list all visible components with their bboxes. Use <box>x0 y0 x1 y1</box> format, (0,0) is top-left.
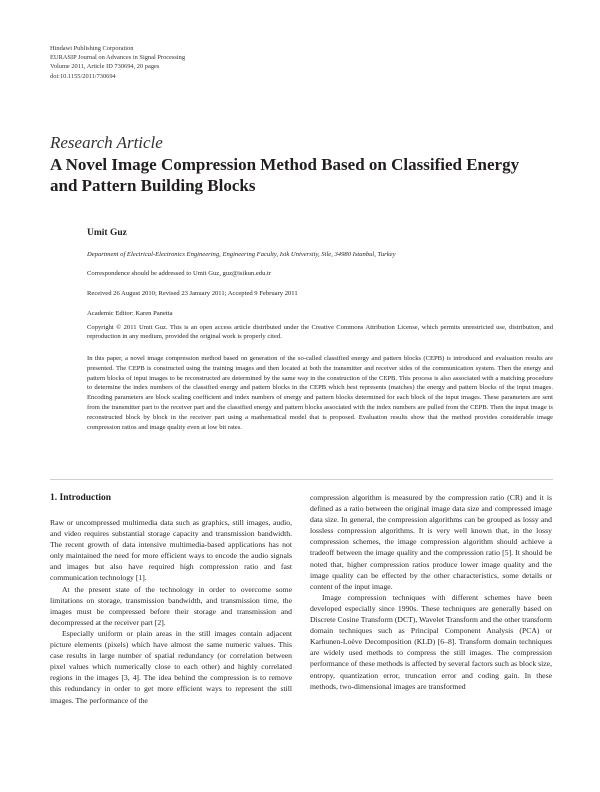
academic-editor: Academic Editor: Karen Panetta <box>87 310 173 317</box>
volume-line: Volume 2011, Article ID 730694, 20 pages <box>50 63 160 71</box>
journal-header <box>50 44 185 81</box>
journal-line: EURASIP Journal on Advances in Signal Processing <box>50 54 186 62</box>
section-divider <box>50 479 553 480</box>
paragraph: Raw or uncompressed multimedia data such as graphics, still images, audio, and video requires substantial storage capacity and transmission bandwidth. The recent growth of data intensive multimedia-based applications has not only maintained the need for more efficient ways to encode the audio signals and images but also have required high compression ratio and fast communication technology [1]. <box>50 518 292 583</box>
paragraph: At the present state of the technology in order to overcome some limitations on storage, transmission bandwidth, and transmission time, the images must be compressed before their storage and transmission and decompressed at the receiver part [2]. <box>50 584 292 627</box>
section-heading-introduction: 1. Introduction <box>50 493 112 503</box>
paragraph: compression algorithm is measured by the compression ratio (CR) and it is defined as a ratio between the original image data size and compressed image data size. In general, the compression algorithms can be grouped as lossy and lossless compression algorithms. It is very well known that, in the lossy compression schemes, the image compression algorithm should achieve a tradeoff between the image quality and the compression ratio [5]. It should be noted that, higher compression ratios produce lower image quality and the image quality can be effected by the other characteristics, some details or content of the input image. <box>310 493 552 591</box>
author-name: Umit Guz <box>87 228 127 238</box>
right-column <box>310 492 552 692</box>
dates-line: Received 26 August 2010; Revised 23 January 2011; Accepted 9 February 2011 <box>87 290 298 297</box>
affiliation: Department of Electrical-Electronics Engineering, Engineering Faculty, Isik University, Sile, 34980 Istanbul, Turkey <box>87 251 396 258</box>
left-column <box>50 492 292 706</box>
doi-line: doi:10.1155/2011/730694 <box>50 72 116 80</box>
paragraph: Image compression techniques with different schemes have been developed especially since 1990s. These techniques are generally based on Discrete Cosine Transform (DCT), Wavelet Transform and the other transform domain techniques such as Principal Component Analysis (PCA) or Karhunen-Loève Decomposition (KLD) [6–8]. Transform domain techniques are widely used methods to compress the still images. The compression performance of these methods is affected by several factors such as block size, entropy, quantization error, truncation error and coding gain. In these methods, two-dimensional images are transformed <box>310 592 552 691</box>
publisher-line: Hindawi Publishing Corporation <box>50 45 134 52</box>
paragraph: Especially uniform or plain areas in the still images contain adjacent picture elements (pixels) which have almost the same numeric values. This case results in large number of spatial redundancy (or correlation between pixel values which numerically close to each other) and highly correlated regions in the images [3, 4]. The idea behind the compression is to remove this redundancy in order to get more efficient ways to represent the still images. The performance of the <box>50 628 292 705</box>
paper-title: A Novel Image Compression Method Based on Classified Energy and Pattern Building Blocks <box>50 155 520 195</box>
copyright-notice: Copyright © 2011 Umit Guz. This is an open access article distributed under the Creative Commons Attribution License, which permits unrestricted use, distribution, and reproduction in any medium, provided the original work is properly cited. <box>87 324 553 341</box>
article-type: Research Article <box>50 133 163 152</box>
abstract: In this paper, a novel image compression method based on generation of the so-called classified energy and pattern blocks (CEPB) is introduced and evaluation results are presented. The CEPB is constructed using the training images and then located at both the transmitter and receiver sides of the communication system. Then the energy and pattern blocks of input images to be reconstructed are determined by the same way in the construction of the CEPB. This process is also associated with a matching procedure to determine the index numbers of the classified energy and pattern blocks in the CEPB which best represents (matches) the energy and pattern blocks of the input images. Encoding parameters are block scaling coefficient and index numbers of energy and pattern blocks determined for each block of the input images. These parameters are sent from the transmitter part to the receiver part and the classified energy and pattern blocks associated with the index numbers are pulled from the CEPB. Then the input image is reconstructed block by block in the receiver part using a mathematical model that is proposed. Evaluation results show that the method provides considerable image compression ratios and image quality even at low bit rates. <box>87 355 553 431</box>
correspondence: Correspondence should be addressed to Umit Guz, guz@isikun.edu.tr <box>87 270 272 277</box>
